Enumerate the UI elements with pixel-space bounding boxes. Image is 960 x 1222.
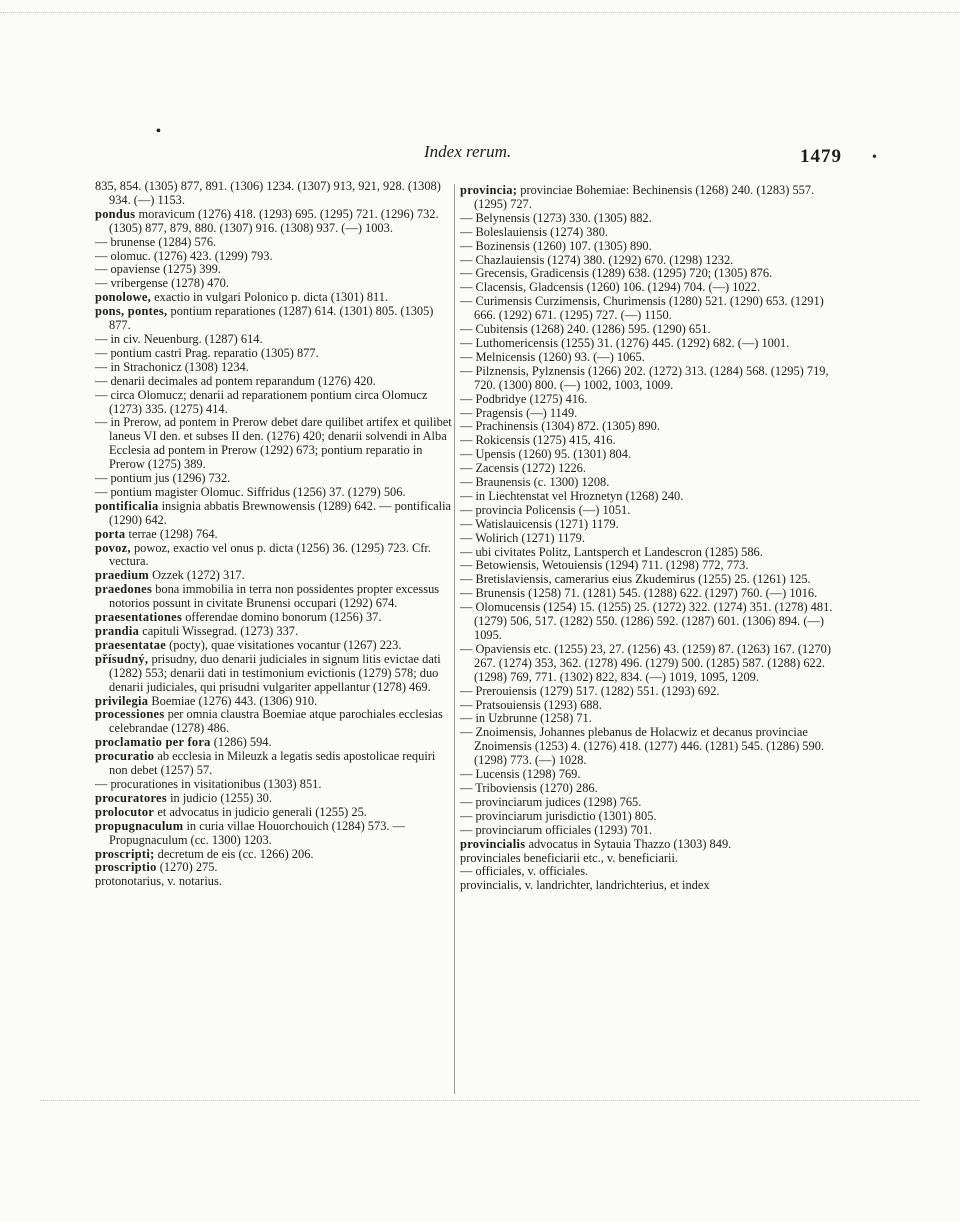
index-entry-text: — Clacensis, Gladcensis (1260) 106. (1294) 704. (—) 1022. bbox=[460, 280, 761, 295]
index-entry bbox=[460, 212, 840, 226]
index-entry-text: — olomuc. (1276) 423. (1299) 793. bbox=[95, 248, 273, 263]
index-entry-text: — Bozinensis (1260) 107. (1305) 890. bbox=[460, 238, 652, 253]
index-entry-text: — circa Olomucz; denarii ad reparationem pontium circa Olomucz (1273) 335. (1275) 414. bbox=[95, 387, 428, 416]
index-entry-headword: praedones bbox=[95, 582, 153, 597]
index-entry bbox=[460, 685, 840, 699]
index-entry bbox=[460, 852, 840, 866]
index-entry bbox=[460, 281, 840, 295]
index-entry bbox=[460, 824, 840, 838]
index-entry-text: bona immobilia in terra non possidentes propter excessus notorios possunt in civitate Brunensi occupari (1292) 674. bbox=[109, 582, 440, 611]
index-entry bbox=[460, 226, 840, 240]
index-entry bbox=[460, 434, 840, 448]
index-entry-text: provinciae Bohemiae: Bechinensis (1268) 240. (1283) 557. (1295) 727. bbox=[474, 183, 815, 211]
index-entry-text: — officiales, v. officiales. bbox=[460, 864, 589, 879]
index-entry bbox=[460, 448, 840, 462]
index-entry bbox=[460, 351, 840, 365]
index-entry bbox=[95, 347, 455, 361]
index-entry bbox=[95, 806, 455, 820]
index-entry bbox=[95, 750, 455, 778]
index-entry-headword: praesentatae bbox=[95, 637, 167, 652]
index-entry bbox=[95, 875, 455, 889]
index-entry-text: (1270) 275. bbox=[159, 860, 218, 875]
index-entry-text: — pontium magister Olomuc. Siffridus (1256) 37. (1279) 506. bbox=[95, 484, 406, 499]
index-entry-text: — Braunensis (c. 1300) 1208. bbox=[460, 475, 610, 490]
index-entry-text: et advocatus in judicio generali (1255) 25. bbox=[157, 804, 367, 819]
index-entry bbox=[95, 569, 455, 583]
index-entry bbox=[95, 291, 455, 305]
index-entry bbox=[460, 782, 840, 796]
index-entry-text: — provinciarum officiales (1293) 701. bbox=[460, 822, 653, 837]
index-entry bbox=[95, 848, 455, 862]
column-divider bbox=[454, 184, 455, 1094]
index-entry-text: — Podbridye (1275) 416. bbox=[460, 391, 588, 406]
index-entry-text: — in civ. Neuenburg. (1287) 614. bbox=[95, 331, 263, 346]
index-entry-text: — Znoimensis, Johannes plebanus de Holacwiz et decanus provinciae Znoimensis (1253) 4. (1276) 418. (1277) 446. (1281) 545. (1286) 590. (1298) 773. (—) 1028. bbox=[460, 725, 824, 768]
index-entry-text: — pontium jus (1296) 732. bbox=[95, 471, 231, 486]
index-entry-text: — ubi civitates Politz, Lantsperch et Landescron (1285) 586. bbox=[460, 544, 763, 559]
index-entry-text: — Cubitensis (1268) 240. (1286) 595. (1290) 651. bbox=[460, 322, 711, 337]
index-entry-headword: procuratio bbox=[95, 749, 155, 764]
index-entry-text: — Pragensis (—) 1149. bbox=[460, 405, 578, 420]
index-entry-text: in judicio (1255) 30. bbox=[170, 790, 272, 805]
index-entry-text: moravicum (1276) 418. (1293) 695. (1295) 721. (1296) 732. (1305) 877, 879, 880. (1307) 916. (1308) 937. (—) 1003. bbox=[109, 206, 439, 235]
index-entry-text: — Pilznensis, Pylznensis (1266) 202. (1272) 313. (1284) 568. (1295) 719, 720. (1300) 800. (—) 1002, 1003, 1009. bbox=[460, 363, 829, 392]
index-entry-text: — Rokicensis (1275) 415, 416. bbox=[460, 433, 616, 448]
index-entry bbox=[460, 532, 840, 546]
index-entry bbox=[460, 838, 840, 852]
index-entry-headword: porta bbox=[95, 526, 126, 541]
scan-edge-top bbox=[0, 12, 960, 19]
index-entry-text: — Betowiensis, Wetouiensis (1294) 711. (1298) 772, 773. bbox=[460, 558, 749, 573]
index-entry bbox=[460, 504, 840, 518]
index-entry bbox=[460, 699, 840, 713]
index-entry-text: — provincia Policensis (—) 1051. bbox=[460, 502, 631, 517]
index-entry bbox=[460, 518, 840, 532]
page-number: 1479 bbox=[800, 146, 842, 167]
index-entry bbox=[460, 546, 840, 560]
index-entry bbox=[460, 323, 840, 337]
index-entry bbox=[95, 778, 455, 792]
index-entry bbox=[95, 708, 455, 736]
index-entry-headword: prolocutor bbox=[95, 804, 155, 819]
index-entry-text: — Lucensis (1298) 769. bbox=[460, 767, 581, 782]
index-entry-text: — Zacensis (1272) 1226. bbox=[460, 461, 586, 476]
index-entry-headword: privilegia bbox=[95, 693, 149, 708]
index-entry bbox=[460, 810, 840, 824]
scan-edge-bottom bbox=[40, 1100, 920, 1101]
index-entry bbox=[95, 236, 455, 250]
index-entry-text: (1286) 594. bbox=[213, 735, 272, 750]
index-entry-headword: provincialis bbox=[460, 836, 526, 851]
index-entry bbox=[95, 500, 455, 528]
index-entry-headword: praesentationes bbox=[95, 610, 183, 625]
running-head: Index rerum. bbox=[424, 142, 512, 161]
index-entry-text: — Brunensis (1258) 71. (1281) 545. (1288) 622. (1297) 760. (—) 1016. bbox=[460, 586, 818, 601]
index-entry bbox=[460, 393, 840, 407]
index-entry bbox=[95, 277, 455, 291]
index-entry-text: per omnia claustra Boemiae atque parochiales ecclesias celebrandae (1278) 486. bbox=[109, 707, 443, 736]
index-entry bbox=[95, 250, 455, 264]
index-entry-text: ab ecclesia in Mileuzk a legatis sedis apostolicae requiri non debet (1257) 57. bbox=[109, 749, 436, 778]
index-entry bbox=[95, 472, 455, 486]
index-entry-headword: přísudný, bbox=[95, 651, 149, 666]
index-entry bbox=[460, 462, 840, 476]
index-entry bbox=[95, 389, 455, 417]
index-entry bbox=[460, 476, 840, 490]
index-entry bbox=[460, 240, 840, 254]
index-entry-text: — Grecensis, Gradicensis (1289) 638. (1295) 720; (1305) 876. bbox=[460, 266, 773, 281]
index-entry-text: decretum de eis (cc. 1266) 206. bbox=[157, 846, 314, 861]
index-entry bbox=[460, 601, 840, 643]
index-entry-text: — Luthomericensis (1255) 31. (1276) 445. (1292) 682. (—) 1001. bbox=[460, 335, 790, 350]
index-entry bbox=[460, 865, 840, 879]
index-entry bbox=[460, 796, 840, 810]
index-entry-headword: proscripti; bbox=[95, 846, 155, 861]
index-entry-headword: proclamatio per fora bbox=[95, 735, 211, 750]
index-entry bbox=[460, 490, 840, 504]
index-entry-text: — Prachinensis (1304) 872. (1305) 890. bbox=[460, 419, 660, 434]
index-entry-text: — Wolirich (1271) 1179. bbox=[460, 530, 585, 545]
index-entry-text: Boemiae (1276) 443. (1306) 910. bbox=[151, 693, 318, 708]
index-entry-text: — Chazlauiensis (1274) 380. (1292) 670. (1298) 1232. bbox=[460, 252, 734, 267]
index-entry-headword: pondus bbox=[95, 206, 136, 221]
index-entry-text: — provinciarum jurisdictio (1301) 805. bbox=[460, 808, 657, 823]
index-entry bbox=[95, 333, 455, 347]
index-column-left bbox=[95, 180, 455, 889]
index-entry-text: — Prerouiensis (1279) 517. (1282) 551. (1293) 692. bbox=[460, 683, 720, 698]
index-entry-text: — opaviense (1275) 399. bbox=[95, 262, 221, 277]
index-entry bbox=[95, 653, 455, 695]
index-entry-text: — in Strachonicz (1308) 1234. bbox=[95, 359, 249, 374]
page-mark: • bbox=[156, 124, 161, 139]
index-entry bbox=[460, 267, 840, 281]
index-entry-text: insignia abbatis Brewnowensis (1289) 642. — pontificalia (1290) 642. bbox=[109, 498, 452, 527]
index-entry-text: powoz, exactio vel onus p. dicta (1256) 36. (1295) 723. Cfr. vectura. bbox=[109, 540, 431, 569]
index-entry-text: — denarii decimales ad pontem reparandum (1276) 420. bbox=[95, 373, 376, 388]
index-entry bbox=[95, 736, 455, 750]
dot-mark: • bbox=[872, 150, 877, 165]
index-entry-text: — Opaviensis etc. (1255) 23, 27. (1256) 43. (1259) 87. (1263) 167. (1270) 267. (1274) 353, 362. (1278) 496. (1279) 500. (1285) 587. (1288) 622. (1298) 769, 771. (1302) 822, 834. (—) 1019, 1095, 1209. bbox=[460, 641, 831, 684]
index-entry-headword: pons, pontes, bbox=[95, 304, 168, 319]
index-entry bbox=[460, 254, 840, 268]
index-entry-text: — procurationes in visitationibus (1303) 851. bbox=[95, 776, 322, 791]
index-entry bbox=[460, 768, 840, 782]
index-entry bbox=[460, 726, 840, 768]
index-entry-headword: provincia; bbox=[460, 183, 518, 197]
index-entry-headword: praedium bbox=[95, 568, 150, 583]
index-entry-headword: propugnaculum bbox=[95, 818, 184, 833]
index-entry bbox=[95, 542, 455, 570]
index-entry-headword: prandia bbox=[95, 624, 140, 638]
index-entry-text: — Upensis (1260) 95. (1301) 804. bbox=[460, 447, 632, 462]
index-entry bbox=[95, 305, 455, 333]
index-entry bbox=[95, 625, 455, 639]
index-entry-text: — provinciarum judices (1298) 765. bbox=[460, 794, 642, 809]
index-entry-text: — Belynensis (1273) 330. (1305) 882. bbox=[460, 210, 652, 225]
index-entry-text: — Boleslauiensis (1274) 380. bbox=[460, 224, 608, 239]
index-entry-headword: povoz, bbox=[95, 540, 131, 555]
index-entry bbox=[95, 639, 455, 653]
index-entry-text: capituli Wissegrad. (1273) 337. bbox=[142, 624, 299, 638]
index-entry-text: terrae (1298) 764. bbox=[128, 526, 218, 541]
index-entry-text: — in Prerow, ad pontem in Prerow debet dare quilibet artifex et quilibet laneus VI den. et subses II den. (1276) 420; denarii solvendi in Alba Ecclesia ad pontem in Prerow (1292) 673; pontium reparatio in Prerow (1275) 389. bbox=[95, 415, 452, 472]
index-entry bbox=[460, 573, 840, 587]
index-entry bbox=[460, 559, 840, 573]
index-entry bbox=[95, 416, 455, 472]
index-entry-headword: processiones bbox=[95, 707, 165, 722]
index-column-right bbox=[460, 184, 840, 893]
index-entry bbox=[95, 486, 455, 500]
index-entry-text: — Olomucensis (1254) 15. (1255) 25. (1272) 322. (1274) 351. (1278) 481. (1279) 506, 517. (1282) 550. (1286) 592. (1287) 601. (1306) 894. (—) 1095. bbox=[460, 600, 833, 642]
index-entry bbox=[460, 337, 840, 351]
index-entry bbox=[95, 695, 455, 709]
index-entry bbox=[95, 180, 455, 208]
index-entry bbox=[95, 208, 455, 236]
index-entry bbox=[95, 792, 455, 806]
index-entry-text: — Watislauicensis (1271) 1179. bbox=[460, 516, 619, 531]
index-entry-text: pontium reparationes (1287) 614. (1301) 805. (1305) 877. bbox=[109, 304, 434, 333]
index-entry bbox=[460, 184, 840, 212]
index-entry-text: 835, 854. (1305) 877, 891. (1306) 1234. (1307) 913, 921, 928. (1308) 934. (—) 1153. bbox=[95, 179, 441, 207]
index-entry-text: provinciales beneficiarii etc., v. beneficiarii. bbox=[460, 850, 678, 865]
index-entry bbox=[95, 375, 455, 389]
index-entry-text: — pontium castri Prag. reparatio (1305) 877. bbox=[95, 345, 319, 360]
index-entry bbox=[460, 712, 840, 726]
index-entry bbox=[95, 528, 455, 542]
index-entry-text: prisudny, duo denarii judiciales in signum litis evictae dati (1282) 553; denarii dati in testimonium evictionis (1279) 578; duo denarii judiciales, qui prisudni vulgariter appellantur (1278) 469. bbox=[109, 651, 441, 694]
index-entry-text: — Pratsouiensis (1293) 688. bbox=[460, 697, 602, 712]
index-entry-text: Ozzek (1272) 317. bbox=[152, 568, 245, 583]
index-entry bbox=[95, 611, 455, 625]
index-entry-text: — in Uzbrunne (1258) 71. bbox=[460, 711, 592, 726]
index-entry bbox=[460, 879, 840, 893]
index-entry-text: — Curimensis Curzimensis, Churimensis (1280) 521. (1290) 653. (1291) 666. (1292) 671. (1295) 727. (—) 1150. bbox=[460, 294, 824, 323]
index-entry bbox=[460, 420, 840, 434]
index-entry bbox=[95, 361, 455, 375]
index-entry-text: — brunense (1284) 576. bbox=[95, 234, 217, 249]
index-entry-text: (pocty), quae visitationes vocantur (1267) 223. bbox=[169, 637, 402, 652]
index-entry bbox=[95, 583, 455, 611]
index-entry bbox=[95, 263, 455, 277]
index-entry-text: provincialis, v. landrichter, landrichterius, et index bbox=[460, 878, 710, 893]
index-entry-text: — Melnicensis (1260) 93. (—) 1065. bbox=[460, 349, 645, 364]
index-entry-text: — Bretislaviensis, camerarius eius Zkudemirus (1255) 25. (1261) 125. bbox=[460, 572, 811, 587]
index-entry-text: exactio in vulgari Polonico p. dicta (1301) 811. bbox=[154, 290, 389, 305]
index-entry bbox=[460, 295, 840, 323]
index-entry-text: protonotarius, v. notarius. bbox=[95, 874, 222, 889]
index-entry-headword: ponolowe, bbox=[95, 290, 152, 305]
index-entry bbox=[95, 861, 455, 875]
index-entry-text: — in Liechtenstat vel Hroznetyn (1268) 240. bbox=[460, 488, 684, 503]
index-entry bbox=[95, 820, 455, 848]
index-entry bbox=[460, 643, 840, 685]
index-entry-headword: procuratores bbox=[95, 790, 167, 805]
index-entry-text: in curia villae Houorchouich (1284) 573. — Propugnaculum (cc. 1300) 1203. bbox=[109, 818, 405, 847]
index-entry-text: advocatus in Sytauia Thazzo (1303) 849. bbox=[528, 836, 732, 851]
index-entry bbox=[460, 587, 840, 601]
index-entry-headword: pontificalia bbox=[95, 498, 159, 513]
index-entry-text: — vribergense (1278) 470. bbox=[95, 276, 229, 291]
index-entry-headword: proscriptio bbox=[95, 860, 157, 875]
index-entry-text: — Triboviensis (1270) 286. bbox=[460, 780, 598, 795]
index-entry bbox=[460, 365, 840, 393]
index-entry bbox=[460, 407, 840, 421]
index-entry-text: offerendae domino bonorum (1256) 37. bbox=[185, 610, 382, 625]
